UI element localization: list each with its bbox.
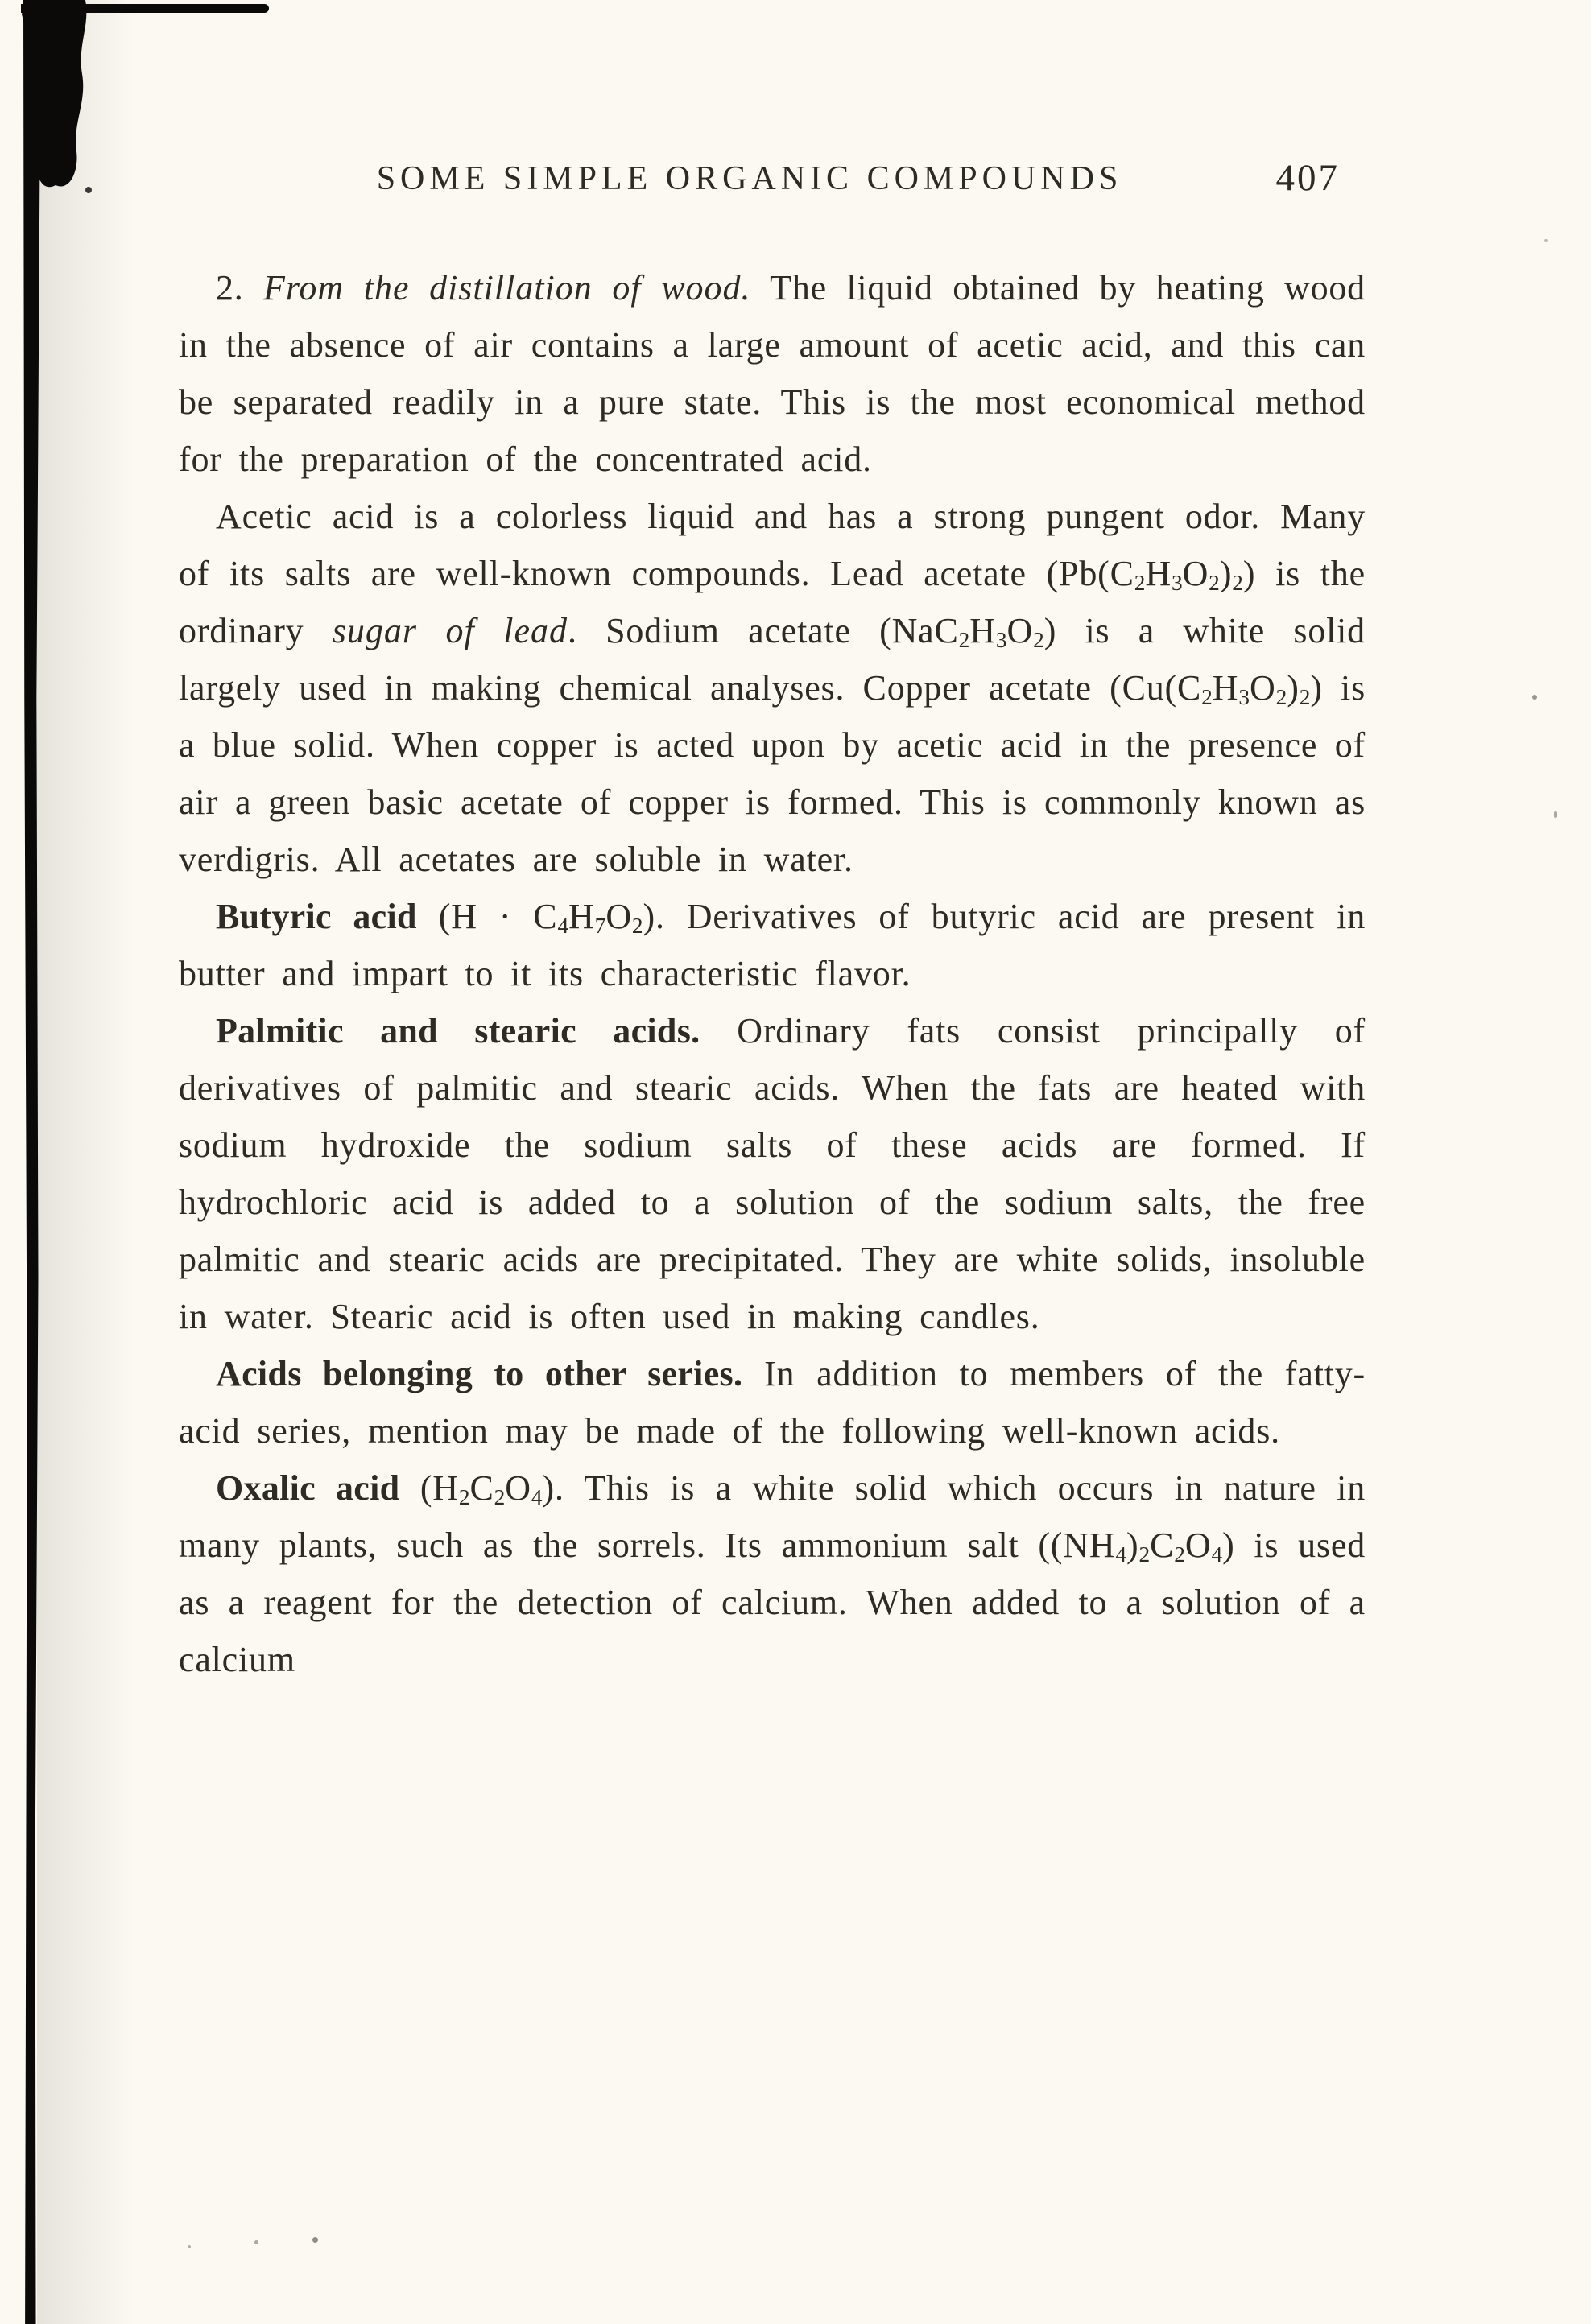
- scan-speck: [254, 2240, 258, 2244]
- paragraph-acetic-acid-salts: Acetic acid is a colorless liquid and has a strong pungent odor. Many of its salts are well-known compounds. Lead acetate $(Pb(C_2H_3O_2)_2)$ is the ordinary sugar of lead. Sodium acetate $(NaC_2H_3O_2)$ is a white solid largely used in making chemical analyses. Copper acetate $(Cu(C_2H_3O_2)_2)$ is a blue solid. When copper is acted upon by acetic acid in the presence of air a green basic acetate of copper is formed. This is commonly known as verdigris. All acetates are soluble in water.: [179, 497, 1366, 879]
- page-header: [179, 159, 1366, 211]
- paragraph-oxalic-acid: Oxalic acid $(H_2C_2O_4)$. This is a white solid which occurs in nature in many plants, such as the sorrels. Its ammonium salt $((NH_4)_2C_2O_4)$ is used as a reagent for the detection of calcium. When added to a solution of a calcium: [179, 1468, 1366, 1679]
- binding-ink-bar: [23, 0, 40, 2324]
- scan-speck: [312, 2237, 318, 2243]
- binding-ink-blob: [19, 0, 103, 206]
- running-head-title: SOME SIMPLE ORGANIC COMPOUNDS: [376, 160, 1123, 197]
- scan-speck: [1554, 811, 1557, 818]
- page-number: 407: [1275, 157, 1340, 199]
- scan-speck: [1544, 239, 1548, 242]
- paragraph-butyric-acid: Butyric acid $(H \cdot C_4H_7O_2)$. Derivatives of butyric acid are present in butter and impart to it its characteristic flavor.: [179, 897, 1366, 993]
- paragraph-acids-other-series: Acids belonging to other series. In addition to members of the fatty-acid series, mention may be made of the following well-known acids.: [179, 1354, 1366, 1451]
- scan-speck: [1532, 695, 1537, 700]
- page-content: [179, 159, 1366, 1688]
- paragraph-distillation-of-wood: 2. From the distillation of wood. The liquid obtained by heating wood in the absence of air contains a large amount of acetic acid, and this can be separated readily in a pure state. This is the most economical method for the preparation of the concentrated acid.: [179, 268, 1366, 479]
- paragraph-palmitic-stearic-acids: Palmitic and stearic acids. Ordinary fats consist principally of derivatives of palmitic and stearic acids. When the fats are heated with sodium hydroxide the sodium salts of these acids are formed. If hydrochloric acid is added to a solution of the sodium salts, the free palmitic and stearic acids are precipitated. They are white solids, insoluble in water. Stearic acid is often used in making candles.: [179, 1011, 1366, 1336]
- scan-speck: [188, 2245, 191, 2248]
- page-body: [179, 259, 1366, 1688]
